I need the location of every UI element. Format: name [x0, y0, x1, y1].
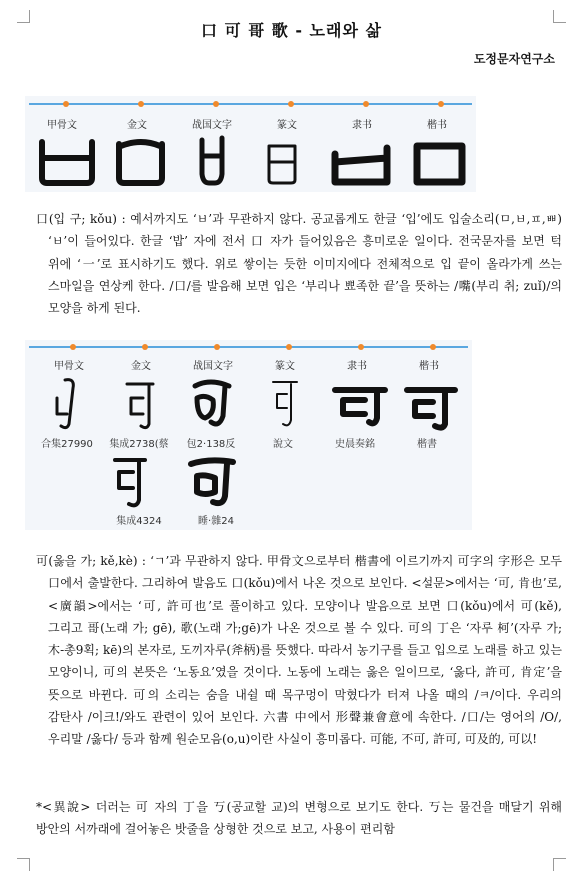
glyph-caption: 包2·138反 [186, 439, 236, 450]
glyph-caption: 集成2738(蔡 [109, 439, 169, 450]
timeline-dot [138, 101, 144, 107]
script-label: 战国文字 [192, 120, 232, 131]
ke-glyph-forms-row1 [35, 374, 465, 434]
timeline-dot [63, 101, 69, 107]
script-label: 篆文 [277, 120, 297, 131]
glyph-caption: 合集27990 [41, 439, 93, 450]
timeline-bar [29, 346, 468, 348]
timeline-dot [142, 344, 148, 350]
timeline-dot [214, 344, 220, 350]
script-label: 甲骨文 [47, 120, 77, 131]
timeline-dot [70, 344, 76, 350]
glyph-caption: 楷書 [417, 439, 437, 450]
script-label: 隶书 [347, 361, 367, 372]
ke-glyph-forms-row2 [105, 452, 245, 510]
script-label: 楷书 [419, 361, 439, 372]
timeline-dot [358, 344, 364, 350]
crop-mark-bottom-right [553, 858, 566, 871]
glyph-caption: 集成4324 [116, 516, 162, 527]
timeline-dot [213, 101, 219, 107]
glyph-caption: 睡·雜24 [198, 516, 234, 527]
timeline-dot [438, 101, 444, 107]
script-label: 篆文 [275, 361, 295, 372]
kou-glyph-forms [37, 134, 467, 190]
timeline-bar [29, 103, 472, 105]
glyph-caption: 說文 [273, 439, 293, 450]
organization-name: 도정문자연구소 [473, 52, 555, 66]
script-label: 战国文字 [193, 361, 233, 372]
figure-ke-evolution [25, 340, 472, 530]
crop-mark-bottom-left [17, 858, 30, 871]
timeline-dot [286, 344, 292, 350]
glyph-caption: 史晨奏銘 [335, 439, 375, 450]
script-label: 楷书 [427, 120, 447, 131]
paragraph-alt-theory: *<異說> 더러는 可 자의 丁을 丂(공교할 교)의 변형으로 보기도 한다. 丂는 물건을 매달기 위해 방안의 서까래에 걸어놓은 밧줄을 상형한 것으로 보고, 사용이 편리함 [36, 800, 562, 837]
timeline-dot [363, 101, 369, 107]
timeline-dot [288, 101, 294, 107]
paragraph-ke: 可(옳을 가; kě,kè) : ‘ㄱ’과 무관하지 않다. 甲骨文으로부터 楷書에 이르기까지 可字의 字形은 모두 口에서 출발한다. 그리하여 발음도 口(kǒu)에서 나온 것으로 보인다. <설문>에서는 ‘可, 肯也’로, <廣韻>에서는 ‘可, 許可也’로 풀이하고 있다. 모양이나 발음으로 보면 口(kǒu)에서 可(kě), 그리고 哥(노래 가; gē), 歌(노래 가;gē)가 나온 것으로 볼 수 있다. 可의 丁은 ‘자루 柯’(자루 가; 木-총9획; kē)의 본자로, 도끼자루(斧柄)를 뜻했다. 따라서 농기구를 들고 입으로 노래를 하고 있는 모양이니, 可의 본뜻은 ‘노동요’였을 것이다. 노동에 노래는 옳은 일이므로, ‘옳다, 許可, 肯定’을 뜻으로 바뀐다. 可의 소리는 숨을 내쉴 때 목구멍이 막혔다가 터져 나올 때의 /ㅋ/이다. 우리의 감탄사 /이크!/와도 관련이 있어 보인다. 六書 中에서 形聲兼會意에 속한다. /口/는 영어의 /O/, 우리말 /옳다/ 등과 함께 원순모음(o,u)이란 사실이 흥미롭다. 可能, 不可, 許可, 可及的, 可以! [36, 554, 562, 747]
page-title: 口 可 哥 歌 - 노래와 삶 [201, 21, 382, 40]
paragraph-kou: 口(입 구; kǒu) : 예서까지도 ‘ㅂ’과 무관하지 않다. 공교롭게도 한글 ‘입’에도 입술소리(ㅁ,ㅂ,ㅍ,ㅃ) ‘ㅂ’이 들어있다. 한글 ‘밥’ 자에 전서 口 자가 들어있음은 흥미로운 일이다. 전국문자를 보면 턱 위에 ‘一’로 표시하기도 했다. 위로 쌓이는 듯한 이미지에다 전체적으로 입 끝이 올라가게 쓰는 스마일을 연상케 한다. /口/를 발음해 보면 입은 ‘부리나 뾰족한 끝’을 뜻하는 /嘴(부리 취; zuǐ)/의 모양을 하게 된다. [36, 212, 562, 316]
script-label: 金文 [131, 361, 151, 372]
timeline-dot [430, 344, 436, 350]
script-label: 甲骨文 [54, 361, 84, 372]
figure-kou-evolution [25, 96, 476, 192]
script-label: 隶书 [352, 120, 372, 131]
script-label: 金文 [127, 120, 147, 131]
